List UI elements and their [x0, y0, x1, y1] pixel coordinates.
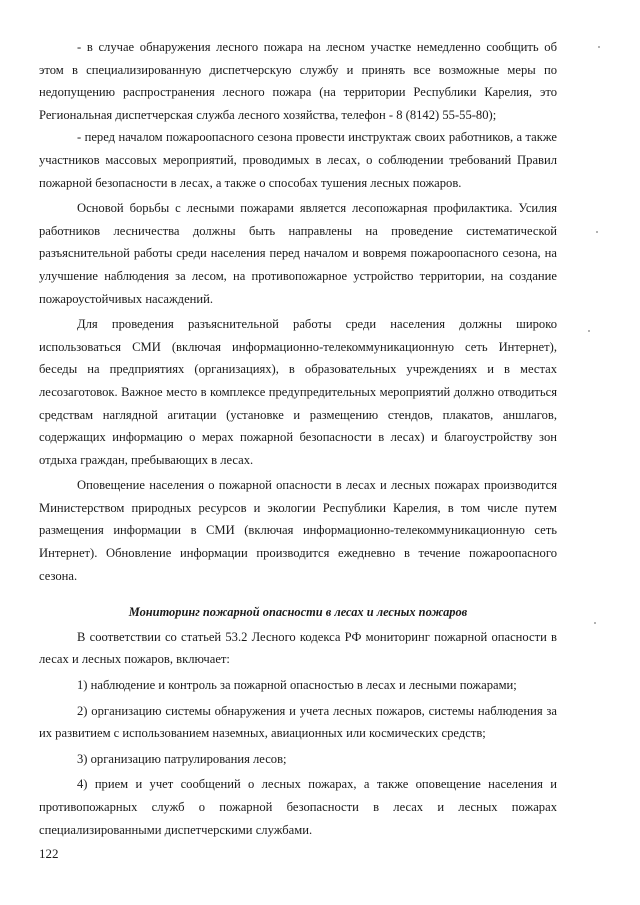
paragraph-fire-report: - в случае обнаружения лесного пожара на лесном участке немедленно сообщить об этом в специализированную диспетчерскую службу и принять все возможные меры по недопущению распространения лесного пожара (на территории Республики Карелия, это Региональная диспетчерская служба лесного хозяйства, телефон - 8 (8142) 55-55-80);	[39, 40, 557, 122]
list-item-1: 1) наблюдение и контроль за пожарной опасностью в лесах и лесными пожарами;	[77, 678, 517, 693]
scan-speck	[594, 622, 596, 624]
paragraph-briefing: - перед началом пожароопасного сезона провести инструктаж своих работников, а также участников массовых мероприятий, проводимых в лесах, о соблюдении требований Правил пожарной безопасности в лесах, а также о способах тушения лесных пожаров.	[39, 130, 557, 190]
paragraph-outreach: Для проведения разъяснительной работы среди населения должны широко использоваться СМИ (включая информационно-телекоммуникационную сеть Интернет), беседы на предприятиях (организациях), в образовательных учреждениях и в местах лесозаготовок. Важное место в комплексе предупредительных мероприятий должно отводиться средствам наглядной агитации (установке и размещению стендов, плакатов, аншлагов, содержащих информацию о мерах пожарной безопасности в лесах) и благоустройству зон отдыха граждан, пребывающих в лесах.	[39, 317, 557, 467]
list-item-3: 3) организацию патрулирования лесов;	[77, 751, 287, 766]
paragraph-prevention: Основой борьбы с лесными пожарами является лесопожарная профилактика. Усилия работников лесничества должны быть направлены на проведение систематической разъяснительной работы среди населения перед началом и вовремя пожароопасного сезона, на улучшение наблюдения за лесом, на противопожарное устройство территории, на создание пожароустойчивых насаждений.	[39, 201, 557, 306]
paragraph-notification: Оповещение населения о пожарной опасности в лесах и лесных пожарах производится Министерством природных ресурсов и экологии Республики Карелия, в том числе путем размещения информации в СМИ (включая информационно-телекоммуникационную сеть Интернет). Обновление информации производится ежедневно в течение пожароопасного сезона.	[39, 478, 557, 583]
section-heading: Мониторинг пожарной опасности в лесах и лесных пожаров	[128, 605, 468, 620]
scan-speck	[596, 231, 598, 233]
scan-speck	[598, 46, 600, 48]
paragraph-monitoring-intro: В соответствии со статьей 53.2 Лесного кодекса РФ мониторинг пожарной опасности в лесах и лесных пожаров, включает:	[39, 629, 557, 667]
list-item-4: 4) прием и учет сообщений о лесных пожарах, а также оповещение населения и противопожарных служб о пожарной безопасности в лесах и лесных пожарах специализированными диспетчерскими службами.	[39, 777, 557, 837]
scan-speck	[588, 330, 590, 332]
page-number: 122	[39, 846, 59, 861]
body-text	[39, 36, 557, 841]
list-item-2: 2) организацию системы обнаружения и учета лесных пожаров, системы наблюдения за их развитием с использованием наземных, авиационных или космических средств;	[39, 703, 557, 741]
